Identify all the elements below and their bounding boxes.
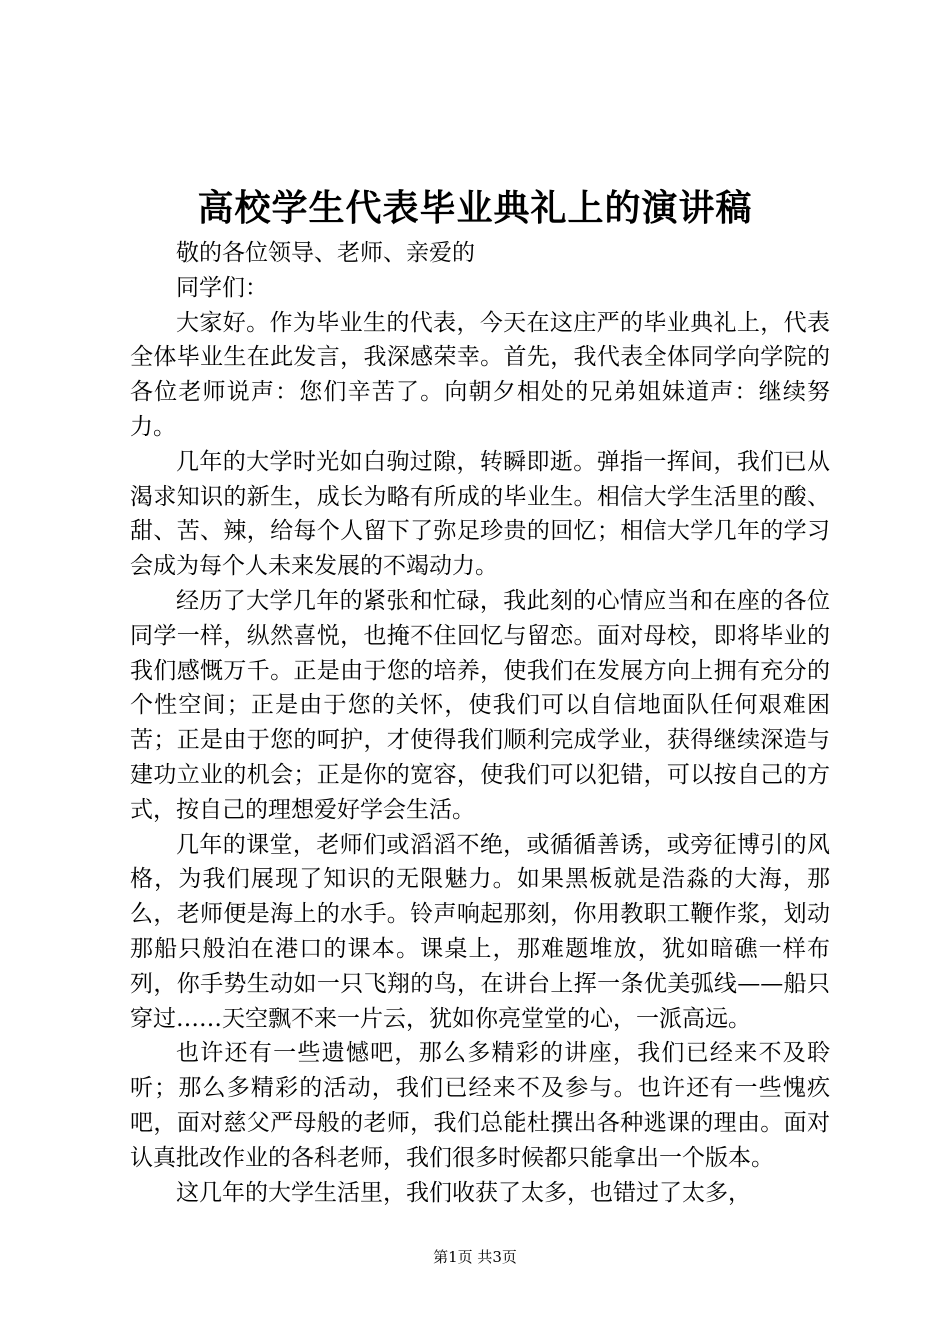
paragraph-regrets: 也许还有一些遗憾吧，那么多精彩的讲座，我们已经来不及聆听；那么多精彩的活动，我们已经来不及参与。也许还有一些愧疚吧，面对慈父严母般的老师，我们总能杜撰出各种逃课的理由。面对认真批改作业的各科老师，我们很多时候都只能拿出一个版本。 <box>130 1040 830 1171</box>
paragraph-classroom: 几年的课堂，老师们或滔滔不绝，或循循善诱，或旁征博引的风格，为我们展现了知识的无限魅力。如果黑板就是浩淼的大海，那么，老师便是海上的水手。铃声响起那刻，你用教职工鞭作浆，划动那船只般泊在港口的课本。课桌上，那难题堆放，犹如暗礁一样布列，你手势生动如一只飞翔的鸟，在讲台上挥一条优美弧线——船只穿过……天空飘不来一片云，犹如你亮堂堂的心，一派高远。 <box>130 831 830 1032</box>
document-title: 高校学生代表毕业典礼上的演讲稿 <box>197 187 753 229</box>
salutation-line-1: 敬的各位领导、老师、亲爱的 <box>176 240 475 266</box>
document-body <box>130 236 830 1210</box>
paragraph-gratitude: 经历了大学几年的紧张和忙碌，我此刻的心情应当和在座的各位同学一样，纵然喜悦，也掩不住回忆与留恋。面对母校，即将毕业的我们感慨万千。正是由于您的培养，使我们在发展方向上拥有充分的个性空间；正是由于您的关怀，使我们可以自信地面队任何艰难困苦；正是由于您的呵护，才使得我们顺利完成学业，获得继续深造与建功立业的机会；正是你的宽容，使我们可以犯错，可以按自己的方式，按自己的理想爱好学会生活。 <box>130 587 830 823</box>
page-number-footer: 第1页 共3页 <box>433 1248 517 1266</box>
paragraph-closing: 这几年的大学生活里，我们收获了太多，也错过了太多， <box>176 1179 751 1206</box>
paragraph-university-time: 几年的大学时光如白驹过隙，转瞬即逝。弹指一挥间，我们已从渴求知识的新生，成长为略有所成的毕业生。相信大学生活里的酸、甜、苦、辣，给每个人留下了弥足珍贵的回忆；相信大学几年的学习会成为每个人未来发展的不竭动力。 <box>130 448 830 580</box>
paragraph-greeting: 大家好。作为毕业生的代表，今天在这庄严的毕业典礼上，代表全体毕业生在此发言，我深感荣幸。首先，我代表全体同学向学院的各位老师说声：您们辛苦了。向朝夕相处的兄弟姐妹道声：继续努力。 <box>130 309 830 440</box>
salutation-line-2: 同学们： <box>176 274 268 301</box>
